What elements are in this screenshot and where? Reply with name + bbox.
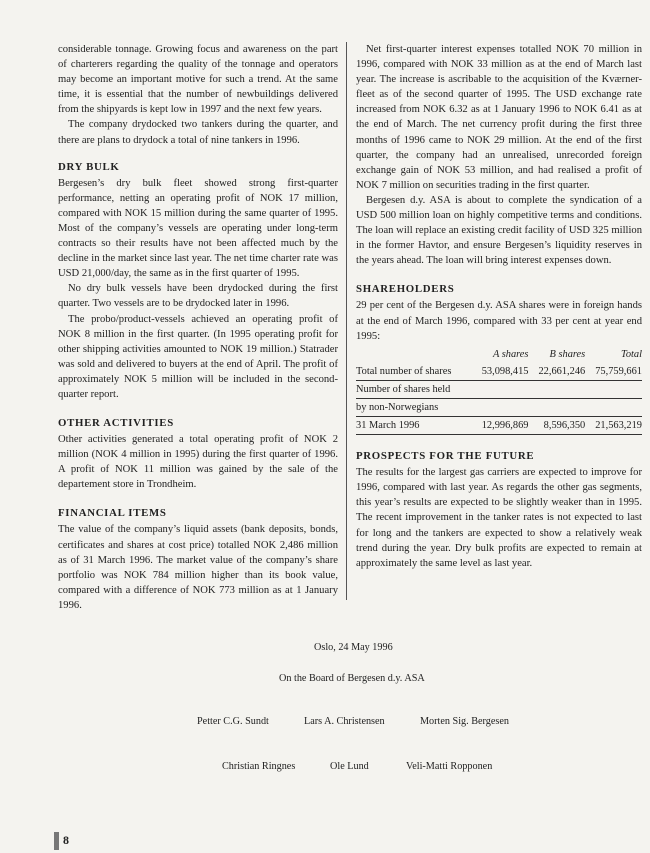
table-cell: 75,759,661 (585, 363, 642, 381)
paragraph: The value of the company’s liquid assets (bank deposits, bonds, certificates and shares at cost price) totalled NOK 2,486 million as of 31 March 1996. The market value of the company’s share portfolio was NOK 784 million higher than its book value, compared with a difference of NOK 773 million as at 1 January 1996. (58, 524, 338, 611)
signatory-name: Petter C.G. Sundt (197, 716, 269, 727)
column-divider (346, 42, 347, 600)
table-row (356, 398, 642, 416)
paragraph: The probo/product-vessels achieved an operating profit of NOK 8 million in the first quarter. (In 1995 operating profit for other shipping activities amounted to NOK 19 million.) Statrader was sold and delivered to buyers at the end of April. The profit of approximately NOK 5 million will be included in the second-quarter report. (58, 313, 338, 400)
paragraph: considerable tonnage. Growing focus and awareness on the part of charterers regarding the quality of the tonnage and operators may become an important motive for such a trend. At the same time, it is essential that the number of newbuildings delivered from the shipyards is kept low in 1997 and the next few years. (58, 44, 338, 116)
table-cell: by non-Norwegians (356, 398, 472, 416)
paragraph: Other activities generated a total operating profit of NOK 2 million (NOK 4 million in 1995) during the first quarter of 1996. A profit of NOK 11 million was gained by the sale of the departement store in Trondheim. (58, 434, 338, 491)
dry-bulk-heading: DRY BULK (58, 160, 120, 173)
table-cell: 31 March 1996 (356, 417, 472, 435)
paragraph: Bergesen d.y. ASA is about to complete the syndication of a USD 500 million loan on highly competitive terms and conditions. The loan will replace an existing credit facility of USD 325 million in the former Havtor, and ensure Bergesen’s liquidity reserves in the years ahead. The loan will bring interest expenses down. (356, 194, 642, 267)
left-column (58, 42, 338, 613)
table-row (356, 363, 642, 381)
table-cell: Number of shares held (356, 380, 472, 398)
table-header (356, 347, 472, 363)
table-row (356, 417, 642, 435)
shareholders-heading: SHAREHOLDERS (356, 283, 455, 296)
signatory-name: Veli-Matti Ropponen (406, 761, 493, 772)
shareholders-table (356, 347, 642, 435)
table-cell: Total number of shares (356, 363, 472, 381)
paragraph: Net first-quarter interest expenses totalled NOK 70 million in 1996, compared with NOK 33 million as at the end of March last year. The increase is ascribable to the acquisition of the Kværner-fleet as of the second quarter of 1995. The USD exchange rate increased from NOK 6.32 as at 1 January 1996 to NOK 6.41 as at the end of March. The net currency profit during the first three months of 1996 came to NOK 29 million. At the end of the first quarter, the company had an unrealised, unrecorded foreign exchange gain of NOK 53 million, and had realised a profit of NOK 7 million on securities trading in the first quarter. (356, 44, 642, 191)
right-column (356, 42, 642, 571)
page-number: 8 (63, 833, 69, 847)
table-row (356, 380, 642, 398)
table-cell: 22,661,246 (528, 363, 585, 381)
paragraph: 29 per cent of the Bergesen d.y. ASA shares were in foreign hands at the end of March 1996, compared with 33 per cent at year end 1995: (356, 300, 642, 342)
table-cell: 8,596,350 (528, 417, 585, 435)
table-header: B shares (549, 348, 586, 360)
signatory-name: Morten Sig. Bergesen (420, 716, 509, 727)
signatory-name: Lars A. Christensen (304, 716, 385, 727)
page-marker-bar (54, 832, 59, 850)
paragraph: The company drydocked two tankers during the quarter, and there are plans to drydock a total of nine tankers in 1996. (58, 119, 338, 146)
other-activities-heading: OTHER ACTIVITIES (58, 417, 174, 430)
signatory-name: Christian Ringnes (222, 761, 296, 772)
paragraph: No dry bulk vessels have been drydocked during the first quarter. Two vessels are to be drydocked later in 1996. (58, 283, 338, 310)
paragraph: The results for the largest gas carriers are expected to improve for 1996, compared with last year. As regards the other gas segments, this year’s results are expected to be slightly weaker than in 1995. The recent improvement in the tanker rates is not expected to last for long and the tankers are expected to show a relatively weak trend during the year. Dry bulk profits are expected to remain at approximately the same level as last year. (356, 467, 642, 569)
prospects-heading: PROSPECTS FOR THE FUTURE (356, 450, 535, 463)
table-header: A shares (492, 348, 529, 360)
paragraph: Bergesen’s dry bulk fleet showed strong first-quarter performance, netting an operating profit of NOK 17 million, compared with NOK 15 million during the same quarter of 1995. Most of the company’s vessels are operating under long-term contracts so their results have not been affected much by the decline in the market since last year. The net time charter rate was USD 21,000/day, the same as in the first quarter of 1995. (58, 177, 338, 280)
board-line: On the Board of Bergesen d.y. ASA (279, 673, 425, 684)
table-cell: 53,098,415 (472, 363, 529, 381)
table-cell: 12,996,869 (472, 417, 529, 435)
financial-items-heading: FINANCIAL ITEMS (58, 507, 167, 520)
signatory-name: Ole Lund (330, 761, 369, 772)
table-cell: 21,563,219 (585, 417, 642, 435)
place-date: Oslo, 24 May 1996 (314, 642, 393, 653)
table-header: Total (621, 348, 642, 360)
